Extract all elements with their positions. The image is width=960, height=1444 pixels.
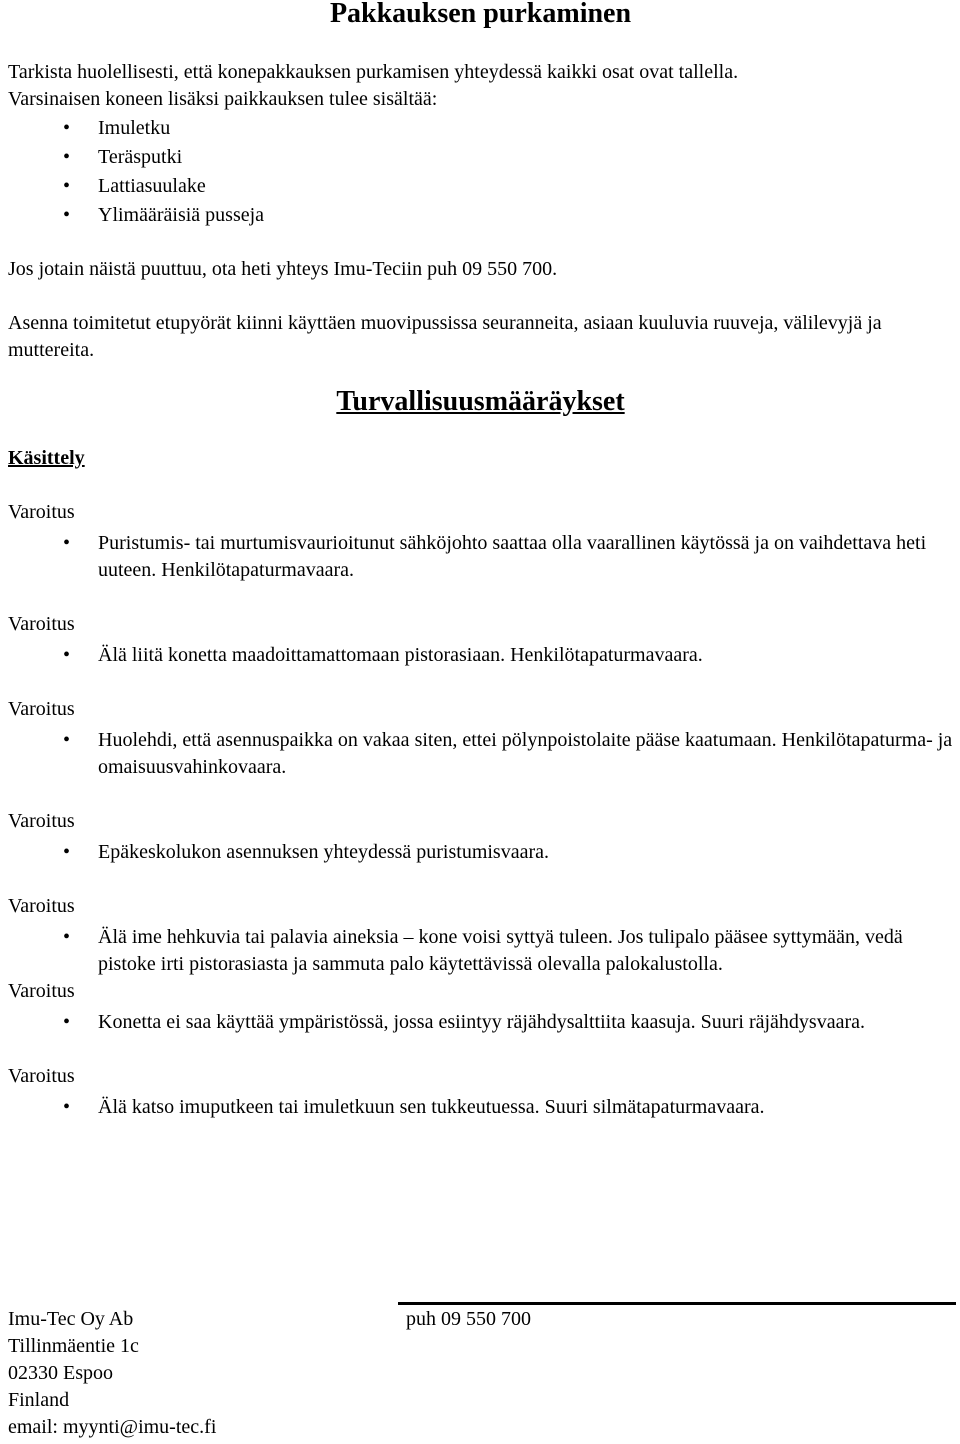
page-title-text: Pakkauksen purkaminen bbox=[329, 0, 632, 29]
footer-divider bbox=[398, 1302, 956, 1305]
company-city: 02330 Espoo bbox=[8, 1362, 113, 1384]
section-title-safety: Turvallisuusmääräykset bbox=[336, 386, 625, 417]
contents-list bbox=[8, 115, 953, 229]
company-street: Tillinmäentie 1c bbox=[8, 1335, 139, 1357]
company-name: Imu-Tec Oy Ab bbox=[8, 1308, 134, 1330]
warning-block bbox=[8, 893, 953, 978]
warning-label: Varoitus bbox=[8, 698, 75, 720]
install-instructions: Asenna toimitetut etupyörät kiinni käyttäen muovipussissa seuranneita, asiaan kuuluvia ruuveja, välilevyjä ja muttereita. bbox=[8, 312, 882, 361]
intro-line-2: Varsinaisen koneen lisäksi paikkauksen tulee sisältää: bbox=[8, 88, 438, 110]
warning-label: Varoitus bbox=[8, 895, 75, 917]
warning-label: Varoitus bbox=[8, 1065, 75, 1087]
missing-parts-note: Jos jotain näistä puuttuu, ota heti yhteys Imu-Teciin puh 09 550 700. bbox=[8, 258, 558, 280]
warning-block bbox=[8, 808, 953, 866]
list-item: • Lattiasuulake bbox=[8, 173, 953, 200]
warning-text: • Huolehdi, että asennuspaikka on vakaa siten, ettei pölynpoistolaite pääse kaatumaan. Henkilötapaturma- ja omaisuusvahinkovaara. bbox=[8, 727, 953, 781]
warning-label: Varoitus bbox=[8, 980, 75, 1002]
footer bbox=[8, 1306, 953, 1441]
warning-text: • Puristumis- tai murtumisvaurioitunut sähköjohto saattaa olla vaarallinen käytössä ja on vaihdettava heti uuteen. Henkilötapaturmavaara. bbox=[8, 530, 953, 584]
warning-text: • Älä ime hehkuvia tai palavia aineksia – kone voisi syttyä tuleen. Jos tulipalo pääsee syttymään, vedä pistoke irti pistorasiasta ja sammuta palo käytettävissä olevalla palokalustolla. bbox=[8, 924, 953, 978]
warning-block bbox=[8, 611, 953, 669]
company-email: email: myynti@imu-tec.fi bbox=[8, 1416, 217, 1438]
company-country: Finland bbox=[8, 1389, 70, 1411]
intro-line-1: Tarkista huolellisesti, että konepakkauksen purkamisen yhteydessä kaikki osat ovat tallella. bbox=[8, 61, 739, 83]
list-item: • Imuletku bbox=[8, 115, 953, 142]
warning-text: • Älä katso imuputkeen tai imuletkuun sen tukkeutuessa. Suuri silmätapaturmavaara. bbox=[8, 1094, 953, 1121]
company-phone: puh 09 550 700 bbox=[406, 1308, 531, 1330]
warning-text: • Epäkeskolukon asennuksen yhteydessä puristumisvaara. bbox=[8, 839, 953, 866]
warning-text: • Älä liitä konetta maadoittamattomaan pistorasiaan. Henkilötapaturmavaara. bbox=[8, 642, 953, 669]
warning-block bbox=[8, 1063, 953, 1121]
document-page bbox=[8, 0, 953, 1121]
warning-block bbox=[8, 499, 953, 584]
warning-block bbox=[8, 978, 953, 1036]
warning-text: • Konetta ei saa käyttää ympäristössä, jossa esiintyy räjähdysalttiita kaasuja. Suuri räjähdysvaara. bbox=[8, 1009, 953, 1036]
warning-label: Varoitus bbox=[8, 613, 75, 635]
warning-label: Varoitus bbox=[8, 501, 75, 523]
page-title bbox=[8, 0, 953, 28]
warning-label: Varoitus bbox=[8, 810, 75, 832]
warning-block bbox=[8, 696, 953, 781]
list-item: • Teräsputki bbox=[8, 144, 953, 171]
subsection-title-handling: Käsittely bbox=[8, 447, 85, 469]
list-item: • Ylimääräisiä pusseja bbox=[8, 202, 953, 229]
